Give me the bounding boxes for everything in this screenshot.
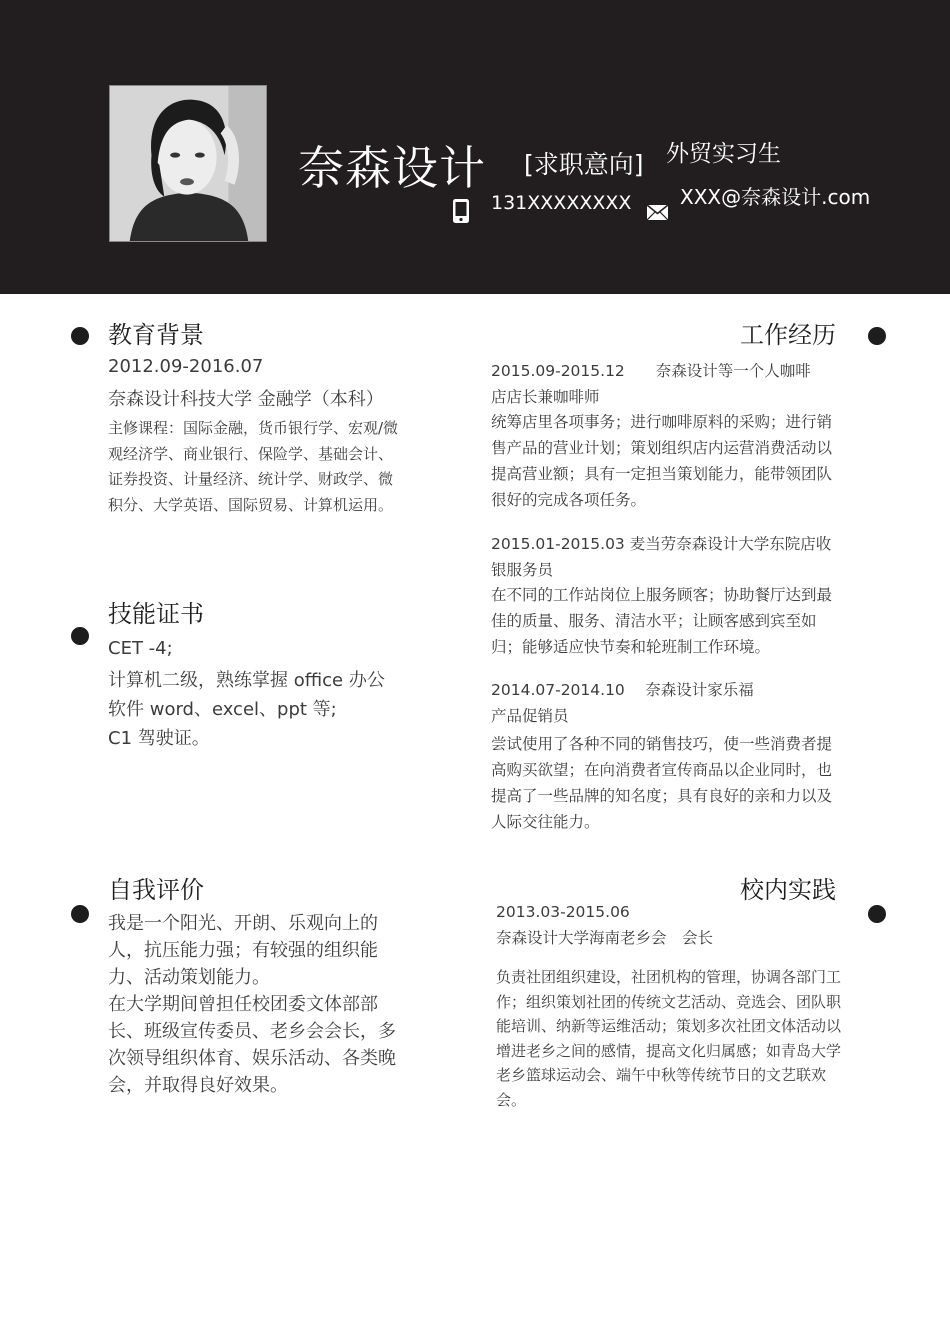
skill-item: CET -4;: [108, 638, 173, 659]
phone-icon: [452, 198, 470, 224]
skills-title: 技能证书: [108, 600, 204, 628]
skill-item: 计算机二级，熟练掌握 office 办公软件 word、excel、ppt 等;: [108, 670, 385, 720]
bullet-work: [868, 327, 886, 345]
campus-period: 2013.03-2015.06: [496, 903, 630, 921]
work-item-desc: 在不同的工作站岗位上服务顾客；协助餐厅达到最佳的质量、服务、清洁水平；让顾客感到宾至如归；能够适应快节奏和轮班制工作环境。: [491, 586, 833, 656]
self-evaluation-paragraph: 我是一个阳光、开朗、乐观向上的人，抗压能力强；有较强的组织能力、活动策划能力。: [108, 913, 378, 988]
campus-desc: 负责社团组织建设，社团机构的管理，协调各部门工作；组织策划社团的传统文艺活动、竞选会、团队职能培训、纳新等运维活动；策划多次社团文体活动以增进老乡之间的感情，提高文化归属感；如青岛大学老乡篮球运动会、端午中秋等传统节日的文艺联欢会。: [496, 968, 842, 1109]
skill-item: C1 驾驶证。: [108, 728, 210, 749]
phone-number: 131XXXXXXXX: [491, 192, 632, 214]
bullet-education: [71, 327, 89, 345]
education-courses: 主修课程：国际金融，货币银行学、宏观/微观经济学、商业银行、保险学、基础会计、证券投资、计量经济、统计学、财政学、微积分、大学英语、国际贸易、计算机运用。: [108, 419, 399, 514]
education-school: 奈森设计科技大学 金融学（本科）: [108, 389, 384, 410]
work-item-heading: 2015.09-2015.12 奈森设计等一个人咖啡店店长兼咖啡师: [491, 362, 811, 406]
bullet-skills: [71, 627, 89, 645]
education-title: 教育背景: [108, 321, 204, 349]
email-address: XXX@奈森设计.com: [680, 185, 871, 209]
bullet-self-evaluation: [71, 905, 89, 923]
job-intent-label: [求职意向]: [524, 150, 644, 179]
campus-org: 奈森设计大学海南老乡会 会长: [496, 929, 714, 947]
self-evaluation-title: 自我评价: [108, 876, 204, 904]
job-intent-value: 外贸实习生: [666, 141, 781, 167]
bullet-campus: [868, 905, 886, 923]
work-item-desc: 统筹店里各项事务；进行咖啡原料的采购；进行销售产品的营业计划；策划组织店内运营消费活动以提高营业额；具有一定担当策划能力，能带领团队很好的完成各项任务。: [491, 413, 833, 509]
work-item-heading: 2015.01-2015.03 麦当劳奈森设计大学东院店收银服务员: [491, 535, 832, 579]
resume-header: [0, 0, 950, 294]
work-title: 工作经历: [740, 321, 836, 349]
campus-title: 校内实践: [740, 876, 836, 904]
education-period: 2012.09-2016.07: [108, 356, 264, 377]
profile-photo: [109, 85, 267, 242]
work-item-heading: 2014.07-2014.10 奈森设计家乐福产品促销员: [491, 681, 754, 725]
work-item-desc: 尝试使用了各种不同的销售技巧，使一些消费者提高购买欲望；在向消费者宣传商品以企业同时，也提高了一些品牌的知名度；具有良好的亲和力以及人际交往能力。: [491, 735, 833, 831]
mail-icon: [647, 205, 668, 220]
portrait-image: [110, 86, 266, 241]
applicant-name: 奈森设计: [298, 141, 486, 195]
self-evaluation-paragraph: 在大学期间曾担任校团委文体部部长、班级宣传委员、老乡会会长，多次领导组织体育、娱乐活动、各类晚会，并取得良好效果。: [108, 994, 396, 1096]
